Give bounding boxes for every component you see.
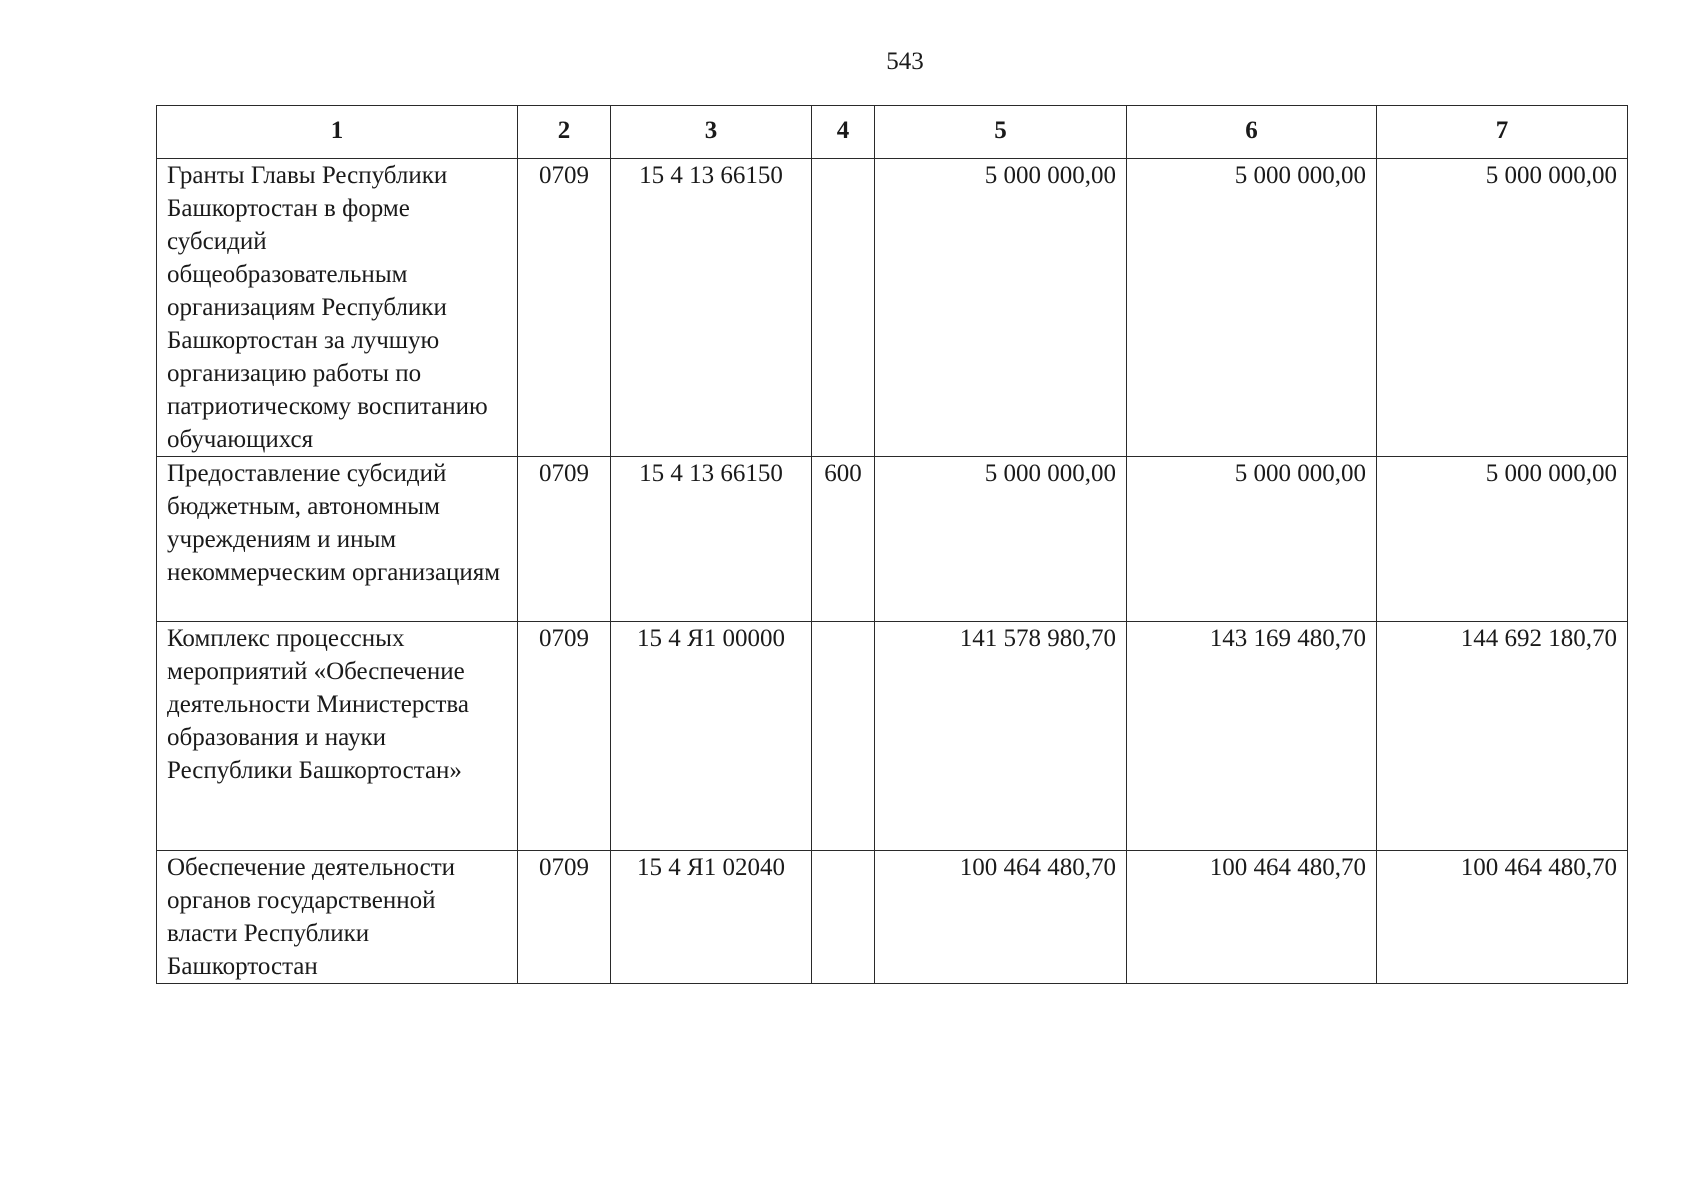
row-value-6: 5 000 000,00 [1127,159,1377,457]
row-value-6: 100 464 480,70 [1127,851,1377,984]
col-header-2: 2 [518,106,611,159]
row-target: 15 4 13 66150 [611,159,812,457]
row-value-7: 100 464 480,70 [1377,851,1628,984]
row-type [812,622,875,851]
row-section: 0709 [518,851,611,984]
row-type [812,159,875,457]
table-row [157,622,1628,851]
budget-table [156,105,1628,984]
row-name: Предоставление субсидий бюджетным, автономным учреждениям и иным некоммерческим организациям [157,457,518,622]
row-type: 600 [812,457,875,622]
col-header-5: 5 [875,106,1127,159]
row-value-5: 141 578 980,70 [875,622,1127,851]
row-type [812,851,875,984]
row-value-5: 100 464 480,70 [875,851,1127,984]
row-value-6: 5 000 000,00 [1127,457,1377,622]
page-number: 543 [886,48,924,75]
row-value-7: 5 000 000,00 [1377,159,1628,457]
table-row [157,851,1628,984]
col-header-1: 1 [157,106,518,159]
row-name: Гранты Главы Республики Башкортостан в форме субсидий общеобразовательным организациям Республики Башкортостан за лучшую организацию работы по патриотическому воспитанию обучающихся [157,159,518,457]
row-value-6: 143 169 480,70 [1127,622,1377,851]
header-row [157,106,1628,159]
row-section: 0709 [518,622,611,851]
col-header-6: 6 [1127,106,1377,159]
row-target: 15 4 Я1 00000 [611,622,812,851]
row-value-7: 144 692 180,70 [1377,622,1628,851]
col-header-7: 7 [1377,106,1628,159]
row-name: Комплекс процессных мероприятий «Обеспечение деятельности Министерства образования и науки Республики Башкортостан» [157,622,518,851]
row-target: 15 4 13 66150 [611,457,812,622]
col-header-3: 3 [611,106,812,159]
row-target: 15 4 Я1 02040 [611,851,812,984]
col-header-4: 4 [812,106,875,159]
table-row [157,159,1628,457]
row-value-7: 5 000 000,00 [1377,457,1628,622]
row-section: 0709 [518,457,611,622]
row-value-5: 5 000 000,00 [875,159,1127,457]
row-section: 0709 [518,159,611,457]
row-name: Обеспечение деятельности органов государственной власти Республики Башкортостан [157,851,518,984]
table-row [157,457,1628,622]
row-value-5: 5 000 000,00 [875,457,1127,622]
